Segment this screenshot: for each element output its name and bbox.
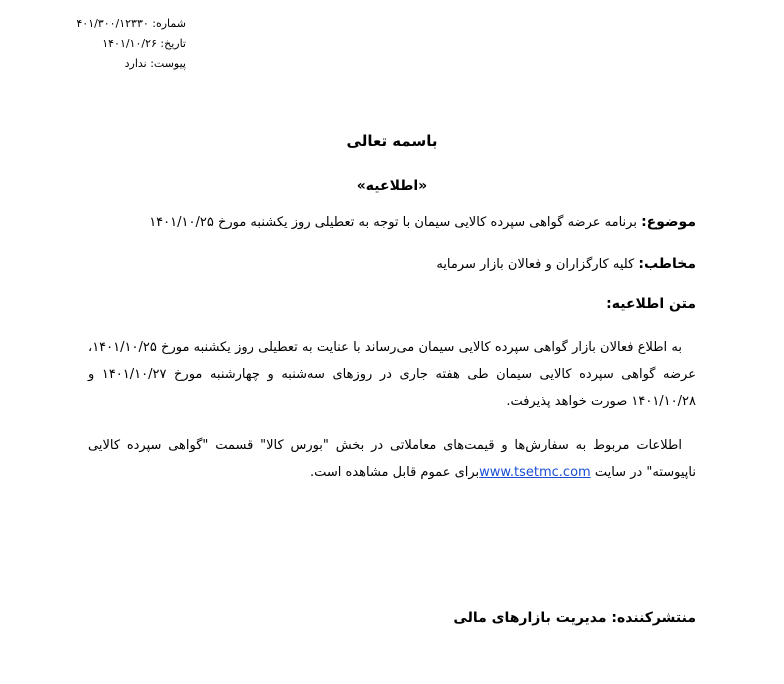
paragraph-2 bbox=[88, 432, 696, 486]
addressee-label: مخاطب: bbox=[638, 256, 696, 272]
letter-date: تاریخ: ۱۴۰۱/۱۰/۲۶ bbox=[102, 37, 186, 50]
paragraph-line: عرضه گواهی سپرده کالایی سیمان طی هفته جاری در روزهای سه‌شنبه و چهارشنبه مورخ ۱۴۰۱/۱۰/۲۷ و bbox=[88, 367, 696, 382]
paragraph-line: به اطلاع فعالان بازار گواهی سپرده کالایی سیمان می‌رساند با عنایت به تعطیلی روز یکشنبه مورخ ۱۴۰۱/۱۰/۲۵، bbox=[88, 340, 682, 355]
paragraph-1 bbox=[88, 334, 696, 415]
addressee-row bbox=[86, 256, 696, 272]
addressee-text: کلیه کارگزاران و فعالان بازار سرمایه bbox=[436, 257, 639, 272]
letter-number: شماره: ۴۰۱/۳۰۰/۱۲۳۳۰ bbox=[76, 17, 186, 30]
text: ناپیوسته" در سایت bbox=[590, 465, 696, 480]
subject-text: برنامه عرضه گواهی سپرده کالایی سیمان با توجه به تعطیلی روز یکشنبه مورخ ۱۴۰۱/۱۰/۲۵ bbox=[149, 215, 642, 230]
publisher: منتشرکننده: مدیریت بازارهای مالی bbox=[453, 610, 696, 626]
paragraph-line bbox=[88, 459, 696, 486]
document-title: «اطلاعیه» bbox=[356, 178, 428, 194]
paragraph-line: ۱۴۰۱/۱۰/۲۸ صورت خواهد پذیرفت. bbox=[506, 394, 696, 409]
tsetmc-link[interactable]: www.tsetmc.com bbox=[479, 465, 591, 480]
letter-attachment: پیوست: ندارد bbox=[124, 57, 186, 70]
paragraph-line: اطلاعات مربوط به سفارش‌ها و قیمت‌های معاملاتی در بخش "بورس کالا" قسمت "گواهی سپرده کالایی bbox=[88, 438, 682, 453]
basmala: باسمه تعالی bbox=[346, 132, 438, 150]
subject-row bbox=[86, 214, 696, 230]
body-heading bbox=[86, 296, 696, 312]
subject-label: موضوع: bbox=[641, 214, 696, 230]
text: برای عموم قابل مشاهده است. bbox=[309, 465, 480, 480]
letter-meta bbox=[60, 14, 186, 74]
body-label: متن اطلاعیه: bbox=[606, 296, 696, 312]
